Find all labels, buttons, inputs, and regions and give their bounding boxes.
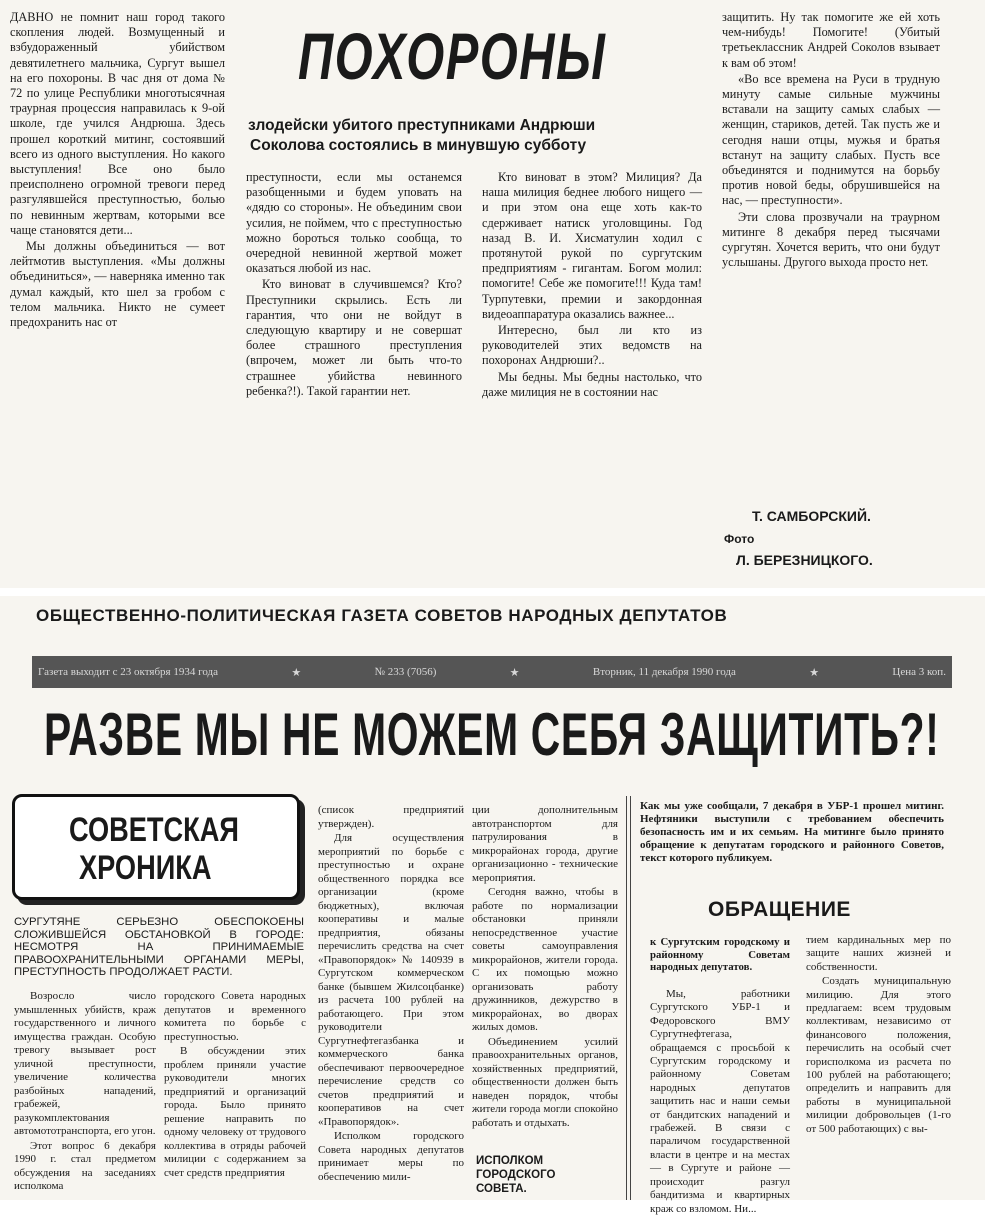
paragraph: ДАВНО не помнит наш город такого скопления людей. Возмущенный и взбудораженный убийством девятилетнего мальчика, Сургут вышел на его похороны. В час дня от дома № 72 по улице Республики многотысячная траурная процессия направилась к 9-ой школе, где учился Андрюша. Здесь прошел короткий митинг, состоявший всего из одного выступления. Но какого выступления! Все оно было преисполнено огромной тревоги перед разгулявшейся преступностью, болью по невинным жертвам, которыми все чаще становятся дети... [10, 10, 225, 237]
appeal-col1 [650, 988, 790, 1215]
main-headline: РАЗВЕ МЫ НЕ МОЖЕМ СЕБЯ ЗАЩИТИТЬ?! [44, 701, 940, 768]
paragraph: Для осуществления мероприятий по борьбе с преступностью и охране общественного порядка все организации (кроме бюджетных), включая кооперативы и малые предприятия, обязаны перечислить средства на счет «Правопорядок» № 140939 в Сургутском коммерческом банке (бывшем Жилсоцбанке) из расчета 100 рублей на работающего. При этом руководители Сургутнефтегазбанка и коммерческого банка обеспечивают первоочередное перечисление средств со счетов предприятий и кооперативов на счет «Правопорядок». [318, 832, 464, 1128]
top-subhead-line1: злодейски убитого преступниками Андрюши [248, 117, 596, 134]
top-article-col3 [482, 170, 702, 575]
paragraph: ции дополнительным автотранспортом для патрулирования в микрорайонах города, другие организационно - технические мероприятия. [472, 804, 618, 884]
appeal-address: к Сургутским городскому и районному Советам народных депутатов. [650, 936, 790, 973]
issue-number: № 233 (7056) [374, 666, 437, 678]
chronicle-box [12, 794, 300, 900]
paragraph: Мы должны объединиться — вот лейтмотив выступления. «Мы должны объединиться», — наверняка именно так думал каждый, кто шел за гробом с телом мальчика. Никто не сумеет предохранить нас от [10, 239, 225, 330]
top-article-col1 [10, 10, 225, 575]
star-icon: ★ [291, 666, 302, 679]
photo-label: Фото [724, 532, 755, 546]
paragraph: Эти слова прозвучали на траурном митинге 8 декабря перед тысячами сургутян. Хочется верить, что они будут услышаны. Другого выхода просто нет. [722, 209, 940, 270]
price: Цена 3 коп. [892, 666, 946, 678]
clipping-gap [0, 588, 985, 596]
chronicle-signature: ИСПОЛКОМ ГОРОДСКОГО СОВЕТА. [476, 1155, 556, 1195]
paragraph: «Во все времена на Руси в трудную минуту самые сильные мужчины вставали на защиту самых слабых — женщин, стариков, детей. Так пусть же и сегодня наши отцы, мужья и братья встанут на защиту слабых. Пусть все объединятся и поднимутся на борьбу против новой беды, обрушившейся на нас, — преступности». [722, 71, 940, 208]
star-icon: ★ [809, 666, 820, 679]
paragraph: (список предприятий утвержден). [318, 804, 464, 830]
column-rule [626, 796, 627, 1200]
paragraph: Объединением усилий правоохранительных органов, хозяйственных предприятий, общественности должен быть наведен порядок, чтобы жители города могли спокойно работать и отдыхать. [472, 1035, 618, 1129]
chronicle-box-line2: ХРОНИКА [79, 849, 212, 887]
paragraph: Исполком городского Совета народных депутатов принимает меры по обеспечению мили- [318, 1130, 464, 1183]
paragraph: Интересно, был ли кто из руководителей этих ведомств на похоронах Андрюши?.. [482, 323, 702, 368]
top-headline: ПОХОРОНЫ [298, 19, 607, 93]
top-article-author: Т. САМБОРСКИЙ. [752, 508, 871, 524]
star-icon: ★ [509, 666, 520, 679]
paragraph: защитить. Ну так помогите же ей хоть чем-нибудь! Помогите! (Убитый третьеклассник Андрей Соколов взывает к вам об этом! [722, 10, 940, 70]
paragraph: Создать муниципальную милицию. Для этого предлагаем: всем трудовым коллективам, независимо от финансового положения, перечислить на особый счет горисполкома из расчета по 100 рублей на работающего; определить и направить для работы в муниципальной милиции добровольцев (1-го от 500 работающих) с вы- [806, 975, 951, 1135]
paragraph: Мы, работники Сургутского УБР-1 и Федоровского ВМУ Сургутнефтегаза, обращаемся с просьбой к Сургутским городскому и районному Советам народных депутатов защитить нас и наши семьи от бандитских нападений и грабежей. В связи с параличом государственной власти в центре и на местах — в Сургуте и районе — происходит разгул бандитизма и квартирных краж со взломом. Ни... [650, 988, 790, 1215]
since-text: Газета выходит с 23 октября 1934 года [38, 666, 219, 678]
top-article-col4 [722, 10, 940, 500]
appeal-intro: Как мы уже сообщали, 7 декабря в УБР-1 прошел митинг. Нефтяники выступили с требованием обеспечить безопасность им и их семьям. На митинге было принято обращение к депутатам городского и районного Советов, текст которого публикуем. [640, 800, 944, 864]
paragraph: городского Совета народных депутатов и временного комитета по борьбе с преступностью. [164, 990, 306, 1043]
chronicle-col1 [14, 990, 156, 1195]
chronicle-col2 [164, 990, 306, 1195]
paragraph: Кто виноват в этом? Милиция? Да наша милиция беднее любого нищего — и при этом она еще хоть как-то сдерживает натиск уголовщины. Год назад В. И. Хисматулин ходил с протянутой рукой по сургутским предприятиям - гигантам. Богом молил: помогите! Себе же помогите!!! Куда там! Турпутевки, премии и закордонная видеоаппаратура оказались важнее... [482, 170, 702, 321]
photo-author: Л. БЕРЕЗНИЦКОГО. [736, 552, 873, 568]
chronicle-box-line1: СОВЕТСКАЯ [69, 811, 239, 849]
top-article-col2 [246, 170, 462, 575]
paragraph: Возросло число умышленных убийств, краж государственного и личного имущества граждан. Особую тревогу вызывает рост уличной преступности, увеличение количества разбойных нападений, грабежей, разукомплектования автомототранспорта, его угон. [14, 990, 156, 1137]
appeal-title: ОБРАЩЕНИЕ [708, 898, 851, 921]
paragraph: Этот вопрос 6 декабря 1990 г. стал предметом обсуждения на заседаниях исполкома [14, 1139, 156, 1192]
chronicle-col4 [472, 804, 618, 1152]
issue-date: Вторник, 11 декабря 1990 года [592, 666, 736, 678]
paragraph: Мы бедны. Мы бедны настолько, что даже милиция не в состоянии нас [482, 369, 702, 399]
paragraph: В обсуждении этих проблем приняли участие руководители многих предприятий и организаций города. Было принято решение направить по одному человеку от трудового коллектива в отряды рабочей милиции с содержанием за счет средств предприятия [164, 1045, 306, 1179]
column-rule [630, 796, 631, 1200]
paragraph: Кто виноват в случившемся? Кто? Преступники скрылись. Есть ли гарантия, что они не войдут в следующую квартиру и не совершат более страшного преступления (впрочем, может ли быть что-то страшнее убийства невинного ребенка?!). Такой гарантии нет. [246, 277, 462, 398]
top-subhead-line2: Соколова состоялись в минувшую субботу [250, 137, 587, 154]
masthead-tagline: ОБЩЕСТВЕННО-ПОЛИТИЧЕСКАЯ ГАЗЕТА СОВЕТОВ НАРОДНЫХ ДЕПУТАТОВ [36, 606, 728, 625]
chronicle-lead: СУРГУТЯНЕ СЕРЬЕЗНО ОБЕСПОКОЕНЫ СЛОЖИВШЕЙСЯ ОБСТАНОВКОЙ В ГОРОДЕ: НЕСМОТРЯ НА ПРИНИМАЕМЫЕ ПРАВООХРАНИТЕЛЬНЫМИ ОРГАНАМИ МЕРЫ, ПРЕСТУПНОСТЬ ПРОДОЛЖАЕТ РАСТИ. [14, 916, 304, 978]
paragraph: тием кардинальных мер по защите наших жизней и собственности. [806, 934, 951, 973]
paragraph: Сегодня важно, чтобы в работе по нормализации обстановки приняли непосредственное участие советы самоуправления микрорайонов, жители города. С их помощью можно организовать работу дружинников, дежурство в микрорайонах, во дворах жилых домов. [472, 886, 618, 1033]
appeal-col2 [806, 934, 951, 1200]
masthead-info-strip [32, 656, 952, 688]
paragraph: преступности, если мы останемся разобщенными и будем уповать на «дядю со стороны». Не объединим свои усилия, не поймем, что с преступностью можно бороться только сообща, то очередной невинной жертвой может оказаться любой из нас. [246, 170, 462, 276]
chronicle-col3 [318, 804, 464, 1194]
